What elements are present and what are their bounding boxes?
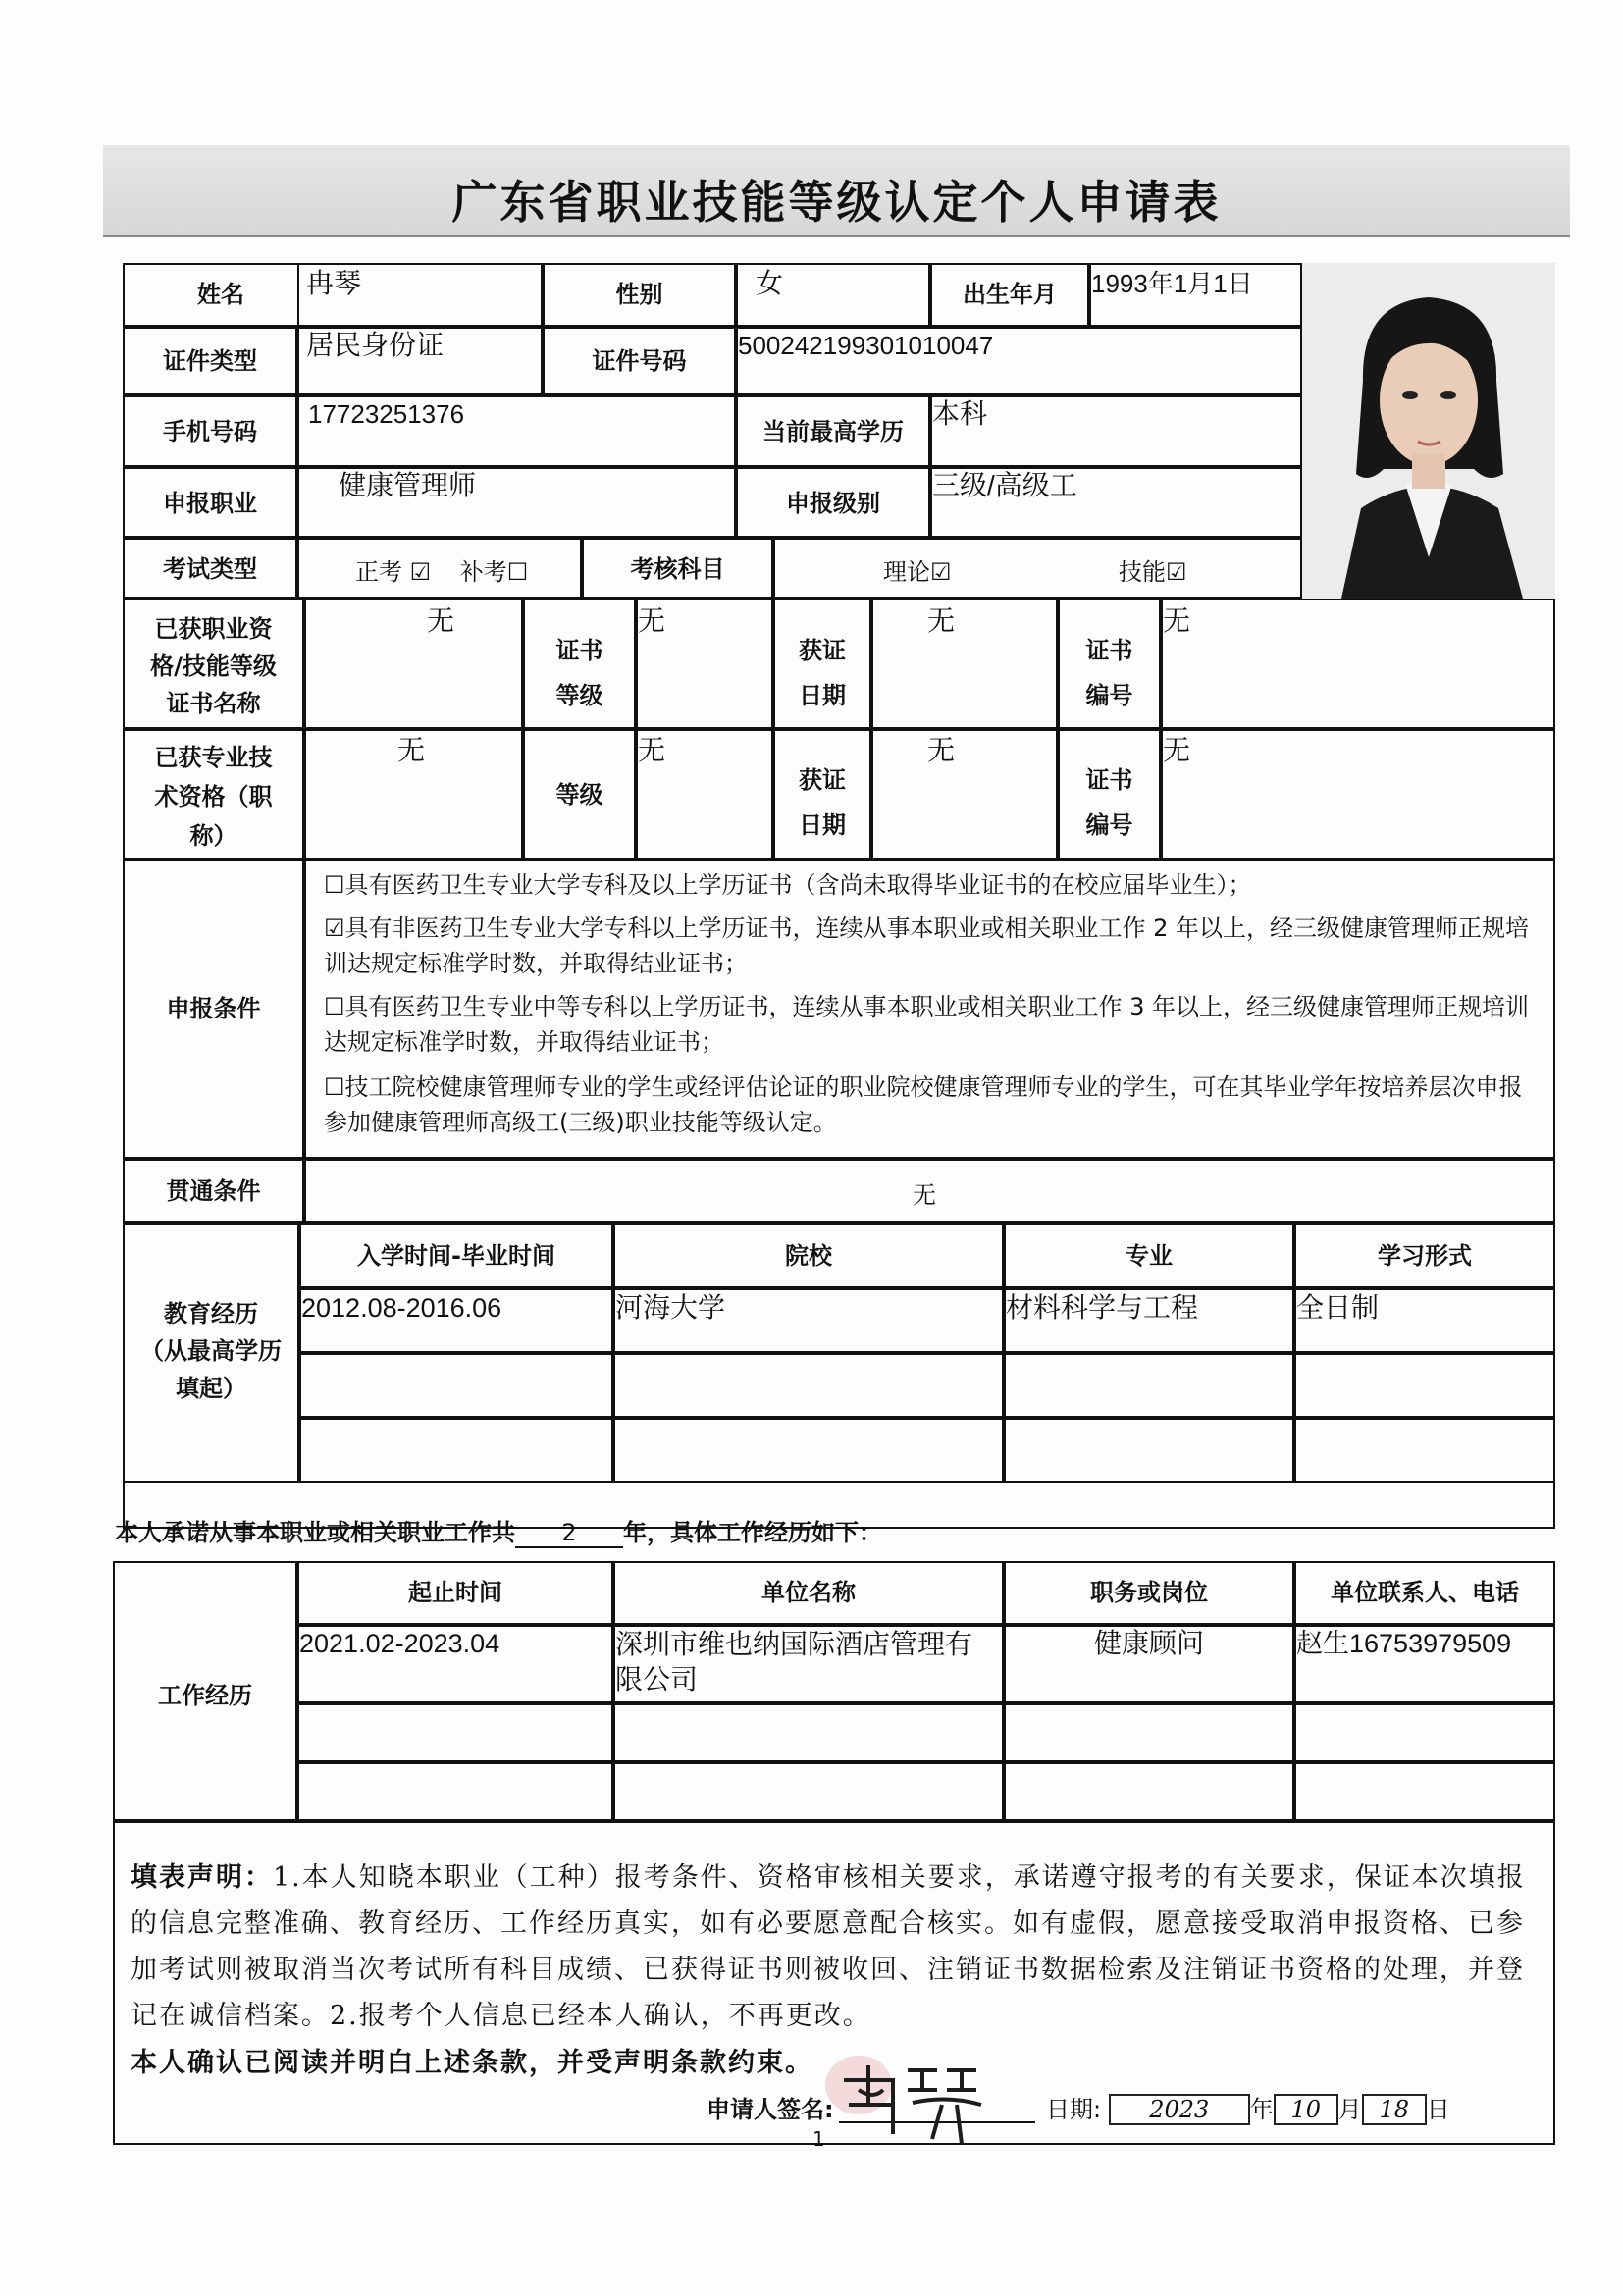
work-header-position: 职务或岗位 <box>1090 1579 1208 1606</box>
title-date-cell <box>871 729 1058 860</box>
title-no-label <box>1058 757 1161 848</box>
cert-level-label-line1: 证书 <box>555 637 603 664</box>
cert-no-label-line1: 证书 <box>1085 637 1133 664</box>
exam-regular <box>355 552 528 587</box>
signature-handwriting <box>814 2046 1011 2154</box>
exam-skill <box>1119 552 1187 587</box>
cert-label-line3: 证书名称 <box>166 690 261 717</box>
edu-row3-cell-4 <box>1294 1418 1555 1483</box>
exam-theory <box>883 552 952 587</box>
condition-1[interactable]: ☐具有医药卫生专业大学专科及以上学历证书（含尚未取得毕业证书的在校应届毕业生）； <box>324 871 1252 899</box>
cert-date-label-line2: 日期 <box>799 682 846 709</box>
birth-value: 1993年1月1日 <box>1091 269 1253 298</box>
phone-value: 17723251376 <box>308 399 465 429</box>
signature-date-label: 日期: <box>1046 2096 1102 2123</box>
work-row2-cell-4 <box>1294 1703 1555 1762</box>
title-label-line3: 称） <box>189 822 237 850</box>
portrait-image <box>1302 263 1555 599</box>
edu-label-line3: 填起） <box>176 1375 246 1402</box>
work-row2-cell-3 <box>1004 1703 1294 1762</box>
cert-label-line2: 格/技能等级 <box>150 652 277 680</box>
edu-row1-period: 2012.08-2016.06 <box>301 1293 502 1323</box>
cert-no-label <box>1058 628 1161 718</box>
signature-year[interactable]: 2023 <box>1109 2094 1250 2125</box>
exam-type-label: 考试类型 <box>163 555 257 583</box>
edu-row2-cell-3 <box>1004 1353 1294 1418</box>
work-commit-suffix: 年，具体工作经历如下： <box>623 1519 882 1546</box>
declaration-body: 1.本人知晓本职业（工种）报考条件、资格审核相关要求，承诺遵守报考的有关要求，保证本次填报的信息完整准确、教育经历、工作经历真实，如有必要愿意配合核实。如有虚假，愿意接受取消申报资格、已参加考试则被取消当次考试所有科目成绩、已获得证书则被收回、注销证书数据检索及注销证书资格的处理，并登记在诚信档案。2.报考个人信息已经本人确认，不再更改。 <box>131 1862 1526 2031</box>
condition-4[interactable]: ☐技工院校健康管理师专业的学生或经评估论证的职业院校健康管理师专业的学生，可在其毕业学年按培养层次申报参加健康管理师高级工(三级)职业技能等级认定。 <box>324 1073 1523 1136</box>
work-row3-cell-1 <box>297 1762 613 1821</box>
exam-makeup-label: 补考 <box>459 558 507 586</box>
education-label: 当前最高学历 <box>762 418 904 445</box>
level-value: 三级/高级工 <box>932 470 1077 500</box>
work-header-contact: 单位联系人、电话 <box>1331 1579 1519 1606</box>
edu-header-period: 入学时间-毕业时间 <box>357 1242 555 1270</box>
work-row3-cell-3 <box>1004 1762 1294 1821</box>
work-row1-company: 深圳市维也纳国际酒店管理有限公司 <box>615 1629 973 1695</box>
title-no-cell <box>1161 729 1555 860</box>
condition-2[interactable]: ☑具有非医药卫生专业大学专科以上学历证书，连续从事本职业或相关职业工作 2 年以上，经三级健康管理师正规培训达规定标准学时数，并取得结业证书； <box>324 914 1530 977</box>
edu-label <box>123 1295 299 1407</box>
signature-date <box>1046 2090 1450 2125</box>
work-row2-cell-1 <box>297 1703 613 1762</box>
edu-row2-cell-4 <box>1294 1353 1555 1418</box>
cert-no-cell <box>1161 599 1555 729</box>
edu-row1-major: 材料科学与工程 <box>1006 1292 1199 1323</box>
work-row3-cell-2 <box>613 1762 1004 1821</box>
exam-theory-label: 理论 <box>883 558 930 586</box>
exam-regular-checkbox[interactable]: ☑ <box>409 558 432 586</box>
work-header-company: 单位名称 <box>761 1579 856 1606</box>
cert-level-label <box>523 628 636 718</box>
signature-month-unit: 月 <box>1337 2096 1362 2123</box>
edu-row2-cell-1 <box>299 1353 613 1418</box>
edu-row2-cell-2 <box>613 1353 1004 1418</box>
through-value: 无 <box>913 1181 936 1209</box>
work-label: 工作经历 <box>158 1682 252 1709</box>
cert-date-cell <box>871 599 1058 729</box>
title-date-value: 无 <box>927 735 956 765</box>
gender-value: 女 <box>756 268 784 298</box>
title-no-label-line1: 证书 <box>1085 766 1133 794</box>
occupation-label: 申报职业 <box>163 490 257 517</box>
id-type-label: 证件类型 <box>163 347 257 375</box>
edu-header-school: 院校 <box>785 1242 832 1270</box>
cert-label <box>123 610 304 722</box>
exam-subject-label: 考核科目 <box>630 555 725 583</box>
exam-skill-checkbox[interactable]: ☑ <box>1166 558 1187 586</box>
exam-makeup-checkbox[interactable]: ☐ <box>506 558 529 586</box>
title-label-line1: 已获专业技 <box>154 744 273 771</box>
signature-day-unit: 日 <box>1426 2096 1450 2123</box>
title-label-line2: 术资格（职 <box>154 783 273 810</box>
cert-date-label <box>773 628 871 718</box>
cert-level-label-line2: 等级 <box>555 682 603 709</box>
edu-header-major: 专业 <box>1126 1242 1173 1270</box>
signature-day[interactable]: 18 <box>1362 2094 1427 2125</box>
edu-label-line1: 教育经历 <box>164 1300 258 1328</box>
edu-row3-cell-1 <box>299 1418 613 1483</box>
work-commit-prefix: 本人承诺从事本职业或相关职业工作共 <box>115 1519 515 1546</box>
cert-date-value: 无 <box>927 605 956 636</box>
cert-date-label-line1: 获证 <box>799 637 846 664</box>
conditions-label: 申报条件 <box>166 995 261 1022</box>
name-label: 姓名 <box>197 281 244 308</box>
occupation-value: 健康管理师 <box>339 470 477 500</box>
title-level-value: 无 <box>638 735 666 765</box>
declaration-text <box>131 1854 1534 2039</box>
declaration-heading: 填表声明： <box>131 1862 273 1893</box>
applicant-photo <box>1302 263 1555 599</box>
declaration-confirm: 本人确认已阅读并明白上述条款，并受声明条款约束。 <box>131 2048 813 2078</box>
edu-row1-school: 河海大学 <box>615 1292 726 1323</box>
work-commit-years[interactable]: 2 <box>515 1519 623 1548</box>
name-value: 冉琴 <box>306 268 362 298</box>
gender-label: 性别 <box>615 281 663 308</box>
edu-header-mode: 学习形式 <box>1378 1242 1472 1270</box>
cert-level-value: 无 <box>638 605 666 636</box>
exam-subject-cell <box>773 538 1302 599</box>
title-no-value: 无 <box>1163 735 1191 765</box>
work-header-period: 起止时间 <box>408 1579 502 1606</box>
cert-label-line1: 已获职业资 <box>154 615 273 643</box>
edu-row1-mode: 全日制 <box>1296 1292 1380 1323</box>
condition-3[interactable]: ☐具有医药卫生专业中等专科以上学历证书，连续从事本职业或相关职业工作 3 年以上，经三级健康管理师正规培训达规定标准学时数，并取得结业证书； <box>324 993 1530 1056</box>
work-row1-period: 2021.02-2023.04 <box>299 1629 500 1658</box>
exam-regular-label: 正考 <box>355 558 402 586</box>
through-label: 贯通条件 <box>166 1177 261 1205</box>
cert-name-cell <box>304 599 523 729</box>
title-no-label-line2: 编号 <box>1085 811 1133 839</box>
form-title: 广东省职业技能等级认定个人申请表 <box>451 176 1222 229</box>
signature-label: 申请人签名: <box>707 2096 834 2123</box>
work-row1-contact: 赵生16753979509 <box>1296 1629 1512 1658</box>
work-row3-cell-4 <box>1294 1762 1555 1821</box>
education-value: 本科 <box>932 398 988 429</box>
cert-name-value: 无 <box>427 605 455 636</box>
work-row1-position: 健康顾问 <box>1093 1628 1204 1658</box>
exam-theory-checkbox[interactable]: ☑ <box>930 558 952 586</box>
work-row2-cell-2 <box>613 1703 1004 1762</box>
signature-month[interactable]: 10 <box>1274 2094 1338 2125</box>
work-commit <box>115 1513 882 1548</box>
id-no-value: 500242199301010047 <box>738 331 994 360</box>
edu-row3-cell-2 <box>613 1418 1004 1483</box>
title-name-value: 无 <box>397 735 426 765</box>
edu-label-line2: （从最高学历 <box>140 1337 282 1365</box>
page-number: 1 <box>812 2127 825 2151</box>
exam-skill-label: 技能 <box>1119 558 1166 586</box>
title-level-label: 等级 <box>555 781 603 809</box>
birth-label: 出生年月 <box>963 281 1057 308</box>
signature-year-unit: 年 <box>1249 2096 1274 2123</box>
id-type-value: 居民身份证 <box>306 330 445 360</box>
title-date-label <box>773 757 871 848</box>
title-banner <box>103 145 1570 237</box>
cert-no-value: 无 <box>1163 605 1191 636</box>
level-label: 申报级别 <box>786 490 880 517</box>
edu-row3-cell-3 <box>1004 1418 1294 1483</box>
id-no-label: 证件号码 <box>592 347 687 375</box>
cert-no-label-line2: 编号 <box>1085 682 1133 709</box>
title-date-label-line2: 日期 <box>799 811 846 839</box>
title-date-label-line1: 获证 <box>799 766 846 794</box>
phone-label: 手机号码 <box>163 418 257 445</box>
title-label <box>123 738 304 856</box>
